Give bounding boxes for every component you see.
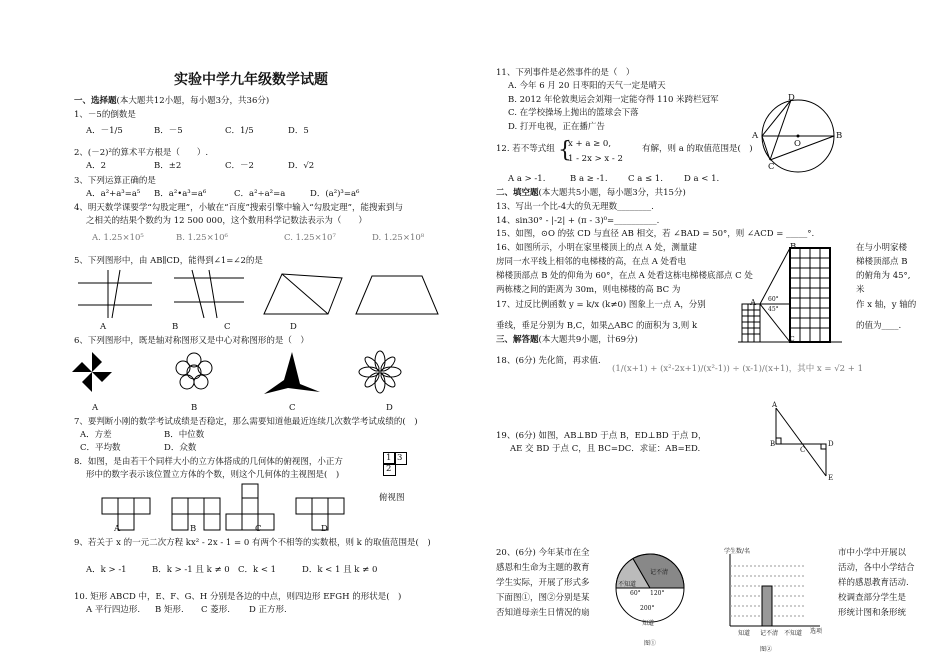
q1-opt-a: A．－1/5 bbox=[86, 126, 123, 136]
q9-opt-a: A．k > -1 bbox=[86, 565, 127, 575]
q6-label-a: A bbox=[92, 403, 99, 413]
bar-xname: 选项 bbox=[810, 628, 823, 635]
q2-opt-b: B．±2 bbox=[154, 161, 182, 171]
q16-right1: 在与小明家楼 bbox=[856, 243, 908, 253]
q7-opt-c: C．平均数 bbox=[80, 443, 121, 453]
q16-right2: 梯楼顶部点 B bbox=[856, 257, 908, 267]
q12-opt-c: C a ≤ 1. bbox=[628, 174, 663, 184]
q6-label-c: C bbox=[289, 403, 296, 413]
q1-stem: 1、－5的倒数是 bbox=[74, 110, 136, 120]
section-3-heading: 三、解答题(本大题共9小题，计69分) bbox=[496, 335, 638, 345]
q14: 14、sin30° - |-2| + (π - 3)⁰=__________. bbox=[496, 216, 660, 226]
q15: 15、如图，⊙O 的弦 CD 与直径 AB 相交，若 ∠BAD = 50°，则 ∠ACD = _____°. bbox=[496, 229, 815, 239]
q6-fig-a-pinwheel bbox=[72, 352, 112, 392]
q7-stem: 7、要判断小刚的数学考试成绩是否稳定，那么需要知道他最近连续几次数学考试成绩的( ) bbox=[74, 417, 418, 427]
q7-opt-a: A．方差 bbox=[80, 430, 112, 440]
q6-label-d: D bbox=[386, 403, 393, 413]
q20-bar-chart bbox=[716, 546, 826, 656]
q11-stem: 11、下列事件是必然事件的是（ ） bbox=[496, 68, 635, 78]
q5-fig-a bbox=[78, 270, 152, 318]
pie-caption: 图① bbox=[644, 640, 657, 647]
q11-opt-c: C. 在学校操场上抛出的篮球会下落 bbox=[508, 108, 639, 118]
q6-stem: 6、下列图形中，既是轴对称图形又是中心对称图形的是（ ） bbox=[74, 336, 309, 346]
q18-stem: 18、(6分) 先化简，再求值. bbox=[496, 356, 601, 366]
q19-label-c: C bbox=[800, 446, 806, 454]
q8-view-c bbox=[226, 484, 274, 530]
q10-opt-a: A 平行四边形. bbox=[86, 605, 141, 615]
q10-opt-b: B 矩形. bbox=[155, 605, 184, 615]
q1-opt-c: C．1/5 bbox=[225, 126, 254, 136]
q6-fig-c-star bbox=[264, 352, 320, 394]
pie-label-know: 知道 bbox=[642, 620, 655, 627]
q4-opt-d: D. 1.25×10⁸ bbox=[372, 233, 425, 243]
bar-cat-unknown: 不知道 bbox=[784, 630, 803, 637]
q6-fig-d-rosette bbox=[359, 351, 401, 393]
pie-label-unknown: 不知道 bbox=[618, 581, 637, 588]
q20-right1: 市中小学中开展以 bbox=[838, 548, 907, 558]
q2-opt-a: A．2 bbox=[86, 161, 107, 171]
q16-fig-label-a: A bbox=[750, 298, 757, 308]
q1-opt-d: D．5 bbox=[288, 126, 309, 136]
q20-line5: 否知道母亲生日情况的扇 bbox=[496, 608, 590, 618]
q4-opt-c: C. 1.25×10⁷ bbox=[284, 233, 336, 243]
q20-pie-chart bbox=[614, 548, 690, 652]
q12-stem-tail: 有解，则 a 的取值范围是( ) bbox=[642, 144, 753, 154]
q20-right5: 形统计图和条形统 bbox=[838, 608, 907, 618]
pie-angle-200: 200° bbox=[640, 605, 655, 612]
q16-fig-label-b: B bbox=[790, 242, 797, 252]
q5-fig-c bbox=[264, 274, 342, 314]
q16-building-figure bbox=[738, 244, 846, 344]
section-1-heading: 一、选择题(本大题共12小题，每小题3分，共36分) bbox=[74, 96, 270, 106]
q9-opt-c: C．k < 1 bbox=[238, 565, 277, 575]
circle-label-o: O bbox=[794, 139, 801, 149]
q12-opt-b: B a ≥ -1. bbox=[570, 174, 608, 184]
bar-cat-know: 知道 bbox=[738, 630, 751, 637]
q11-opt-d: D. 打开电视，正在播广告 bbox=[508, 122, 605, 132]
q20-right2: 活动，各中小学结合 bbox=[838, 563, 915, 573]
q19-line1: 19、(6分) 如图，AB⊥BD 于点 B，ED⊥BD 于点 D， bbox=[496, 431, 707, 441]
q12-system-line1: x + a ≥ 0, bbox=[568, 139, 612, 149]
q5-label-a: A bbox=[100, 322, 107, 332]
q7-opt-b: B．中位数 bbox=[164, 430, 205, 440]
q19-line2: AE 交 BD 于点 C，且 BC=DC．求证：AB=ED. bbox=[510, 444, 701, 454]
q12-system-line2: 1 - 2x > x - 2 bbox=[568, 154, 623, 164]
bar-forgot bbox=[762, 586, 772, 626]
q3-opt-b: B．a²•a³=a⁶ bbox=[154, 189, 207, 199]
q5-fig-d bbox=[356, 276, 438, 314]
q20-right4: 校调查部分学生是 bbox=[838, 593, 907, 603]
q5-label-b: B bbox=[172, 322, 179, 332]
q8-stem-line1: 8．如图，是由若干个同样大小的立方体搭成的几何体的俯视图，小正方 bbox=[74, 457, 343, 467]
bar-ylabel: 学生数/名 bbox=[724, 548, 751, 555]
q5-figures bbox=[74, 268, 444, 320]
q8-front-views bbox=[96, 484, 356, 532]
q13: 13、写出一个比-4大的负无理数________. bbox=[496, 202, 654, 212]
q20-line4: 下面图①，图②分别是某 bbox=[496, 593, 590, 603]
q6-figures bbox=[70, 350, 420, 398]
q17-right2: 的值为____. bbox=[856, 321, 902, 331]
q2-opt-c: C．－2 bbox=[225, 161, 254, 171]
q18-expression: (1/(x+1) + (x²-2x+1)/(x²-1)) ÷ (x-1)/(x+1)，其中 x = √2 + 1 bbox=[612, 364, 863, 374]
q10-stem: 10. 矩形 ABCD 中，E、F、G、H 分别是各边的中点，则四边形 EFGH 的形状是( ) bbox=[74, 592, 402, 602]
q9-opt-d: D．k < 1 且 k ≠ 0 bbox=[302, 565, 378, 575]
circle-label-c: C bbox=[768, 162, 775, 172]
q8-label-c: C bbox=[255, 524, 262, 534]
q4-opt-a: A. 1.25×10⁵ bbox=[92, 233, 144, 243]
circle-label-a: A bbox=[752, 131, 759, 141]
q8-stem-line2: 形中的数字表示该位置立方体的个数，则这个几何体的主视图是( ) bbox=[86, 470, 340, 480]
q16-right3: 的俯角为 45°, bbox=[856, 271, 911, 281]
q10-opt-c: C 菱形. bbox=[201, 605, 230, 615]
q19-label-b: B bbox=[770, 440, 776, 448]
q17-right1: 作 x 轴，y 轴的 bbox=[856, 300, 917, 310]
q3-opt-d: D．(a²)³=a⁶ bbox=[310, 189, 360, 199]
q16-fig-angle-45: 45° bbox=[768, 306, 779, 313]
q19-label-e: E bbox=[828, 474, 834, 482]
q12-opt-d: D a < 1. bbox=[684, 174, 720, 184]
q16-fig-angle-60: 60° bbox=[768, 296, 779, 303]
q3-stem: 3、下列运算正确的是 bbox=[74, 176, 156, 186]
pie-label-forgot: 记不清 bbox=[650, 569, 669, 576]
q8-topview-cell-2: 3 bbox=[394, 452, 407, 465]
q8-topview-caption: 俯视图 bbox=[379, 493, 405, 503]
q16-line3: 梯楼顶部点 B 处的仰角为 60°，在点 A 处看这栋电梯楼底部点 C 处 bbox=[496, 271, 753, 281]
q9-opt-b: B．k > -1 且 k ≠ 0 bbox=[152, 565, 230, 575]
q7-opt-d: D．众数 bbox=[164, 443, 197, 453]
q8-view-d bbox=[296, 498, 344, 530]
q8-topview-cell-1: 1 bbox=[383, 452, 396, 465]
q20-line1: 20、(6分) 今年某市在全 bbox=[496, 548, 590, 558]
q12-brace: { bbox=[558, 138, 572, 163]
q16-line2: 房同一水平线上相邻的电梯楼的高，在点 A 处看电 bbox=[496, 257, 687, 267]
q19-label-a: A bbox=[772, 401, 778, 409]
q11-opt-b: B. 2012 年伦敦奥运会刘翔一定能夺得 110 米跨栏冠军 bbox=[508, 95, 719, 105]
small-building bbox=[742, 304, 760, 342]
q5-label-c: C bbox=[224, 322, 231, 332]
pie-angle-120: 120° bbox=[650, 590, 665, 597]
tall-building bbox=[790, 248, 830, 342]
q4-stem-line2: 之相关的结果个数约为 12 500 000，这个数用科学记数法表示为（ ） bbox=[86, 216, 367, 226]
q6-label-b: B bbox=[191, 403, 198, 413]
q8-topview-cell-3: 2 bbox=[383, 463, 396, 476]
q2-stem: 2、(－2)²的算术平方根是（ ）. bbox=[74, 148, 209, 158]
q8-view-a bbox=[102, 498, 150, 530]
q3-opt-c: C．a²÷a²=a bbox=[234, 189, 286, 199]
q12-opt-a: A a > -1. bbox=[508, 174, 546, 184]
q10-opt-d: D 正方形. bbox=[249, 605, 287, 615]
q5-label-d: D bbox=[290, 322, 297, 332]
q9-stem: 9、若关于 x 的一元二次方程 kx² - 2x - 1 = 0 有两个不相等的实数根，则 k 的取值范围是( ) bbox=[74, 538, 431, 548]
q11-opt-a: A. 今年 6 月 20 日枣阳的天气一定是晴天 bbox=[508, 81, 666, 91]
q5-fig-b bbox=[174, 270, 244, 318]
q16-fig-label-c: C bbox=[790, 336, 795, 343]
q8-label-d: D bbox=[321, 524, 328, 534]
q4-stem-line1: 4、明天数学课要学“勾股定理”，小敏在“百度”搜索引擎中输入“勾股定理”，能搜索到与 bbox=[74, 203, 403, 213]
q16-line1: 16、如图所示，小明在家里楼顶上的点 A 处，测量建 bbox=[496, 243, 697, 253]
q5-stem: 5、下列图形中，由 AB∥CD，能得到∠1=∠2的是 bbox=[74, 256, 263, 266]
q8-label-b: B bbox=[190, 524, 197, 534]
q20-line2: 感恩和生命为主题的教育 bbox=[496, 563, 590, 573]
q4-opt-b: B. 1.25×10⁶ bbox=[176, 233, 228, 243]
circle-label-d: D bbox=[788, 93, 795, 103]
q1-opt-b: B．－5 bbox=[154, 126, 183, 136]
q16-right4: 米 bbox=[856, 285, 865, 295]
section-2-heading: 二、填空题(本大题共5小题，每小题3分，共15分) bbox=[496, 188, 686, 198]
circle-label-b: B bbox=[836, 131, 843, 141]
q6-fig-b-flower bbox=[176, 353, 212, 389]
bar-cat-forgot: 记不清 bbox=[760, 630, 779, 637]
bar-caption: 图② bbox=[760, 646, 773, 653]
q20-line3: 学生实际，开展了形式多 bbox=[496, 578, 590, 588]
q17-line2: 垂线，垂足分别为 B,C，如果△ABC 的面积为 3,则 k bbox=[496, 321, 698, 331]
q20-right3: 样的感恩教育活动. bbox=[838, 578, 909, 588]
q3-opt-a: A．a²+a³=a⁵ bbox=[86, 189, 141, 199]
q17-line1: 17、过反比例函数 y = k/x (k≠0) 图象上一点 A，分别 bbox=[496, 300, 706, 310]
q16-line4: 两栋楼之间的距离为 30m，则电梯楼的高 BC 为 bbox=[496, 285, 681, 295]
q19-label-d: D bbox=[828, 440, 834, 448]
page-title: 实验中学九年级数学试题 bbox=[174, 72, 328, 88]
q8-label-a: A bbox=[114, 524, 121, 534]
q12-stem: 12. 若不等式组 bbox=[496, 144, 555, 154]
pie-angle-60: 60° bbox=[630, 590, 641, 597]
q2-opt-d: D．√2 bbox=[288, 161, 315, 171]
